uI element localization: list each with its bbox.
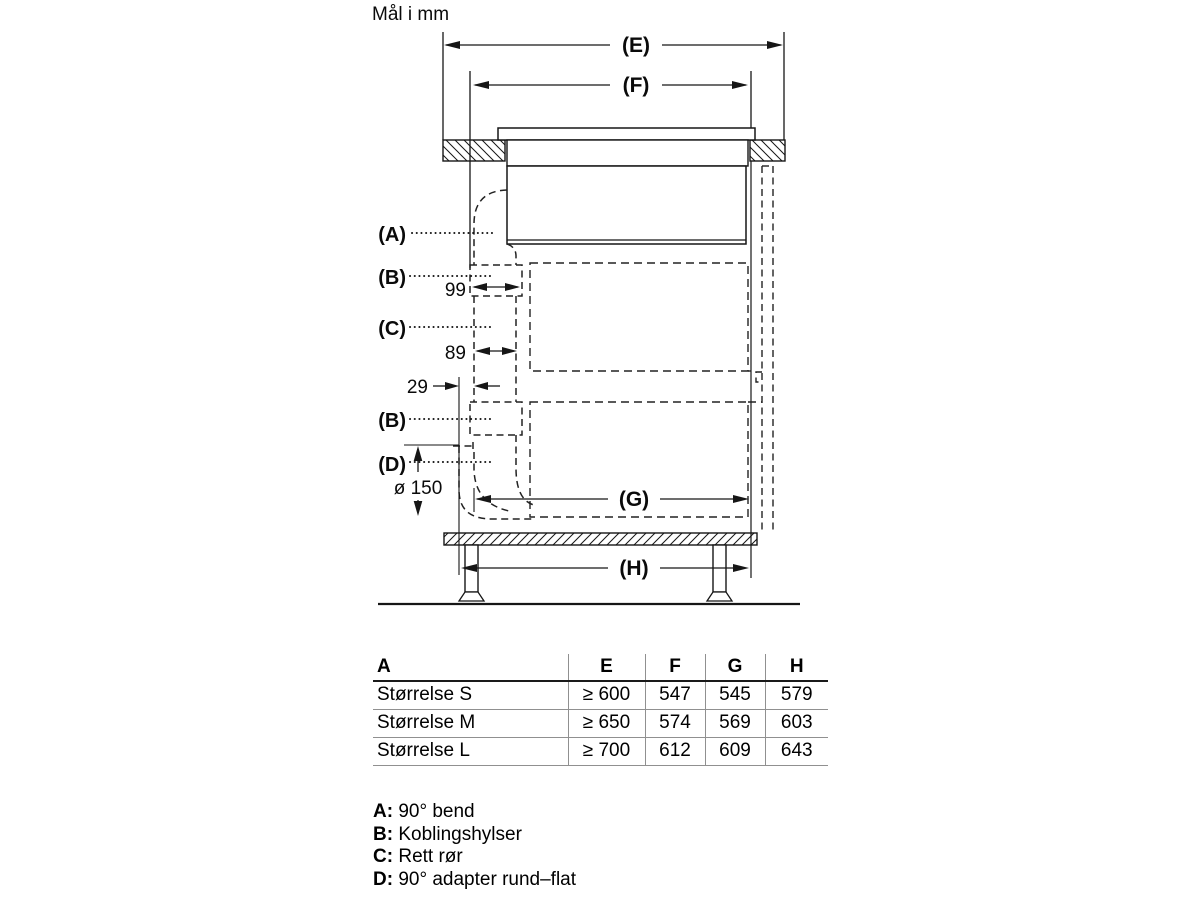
part-label-b-lower: (B) xyxy=(378,410,406,432)
legend-text: 90° bend xyxy=(398,801,475,822)
legend-text: 90° adapter rund–flat xyxy=(398,868,577,890)
arrowhead xyxy=(445,382,459,390)
bend-90-inner xyxy=(507,244,516,265)
dim-label-h: (H) xyxy=(619,557,649,580)
cell-value: 609 xyxy=(705,737,765,765)
arrowhead xyxy=(414,501,423,516)
header-cell-g: G xyxy=(705,654,765,681)
arrowhead xyxy=(502,347,517,355)
arrowhead xyxy=(733,564,749,572)
arrowhead xyxy=(444,41,460,49)
dim-29-value: 29 xyxy=(406,377,428,398)
cell-value: 545 xyxy=(705,681,765,709)
part-label-c: (C) xyxy=(378,318,406,340)
cell-value: 547 xyxy=(645,681,705,709)
dim-label-e: (E) xyxy=(622,34,650,57)
dim-99-value: 99 xyxy=(444,280,466,301)
cell-value: 612 xyxy=(645,737,705,765)
dim-label-g: (G) xyxy=(618,488,650,511)
adapter-outer xyxy=(459,446,532,519)
cell-value: ≥ 600 xyxy=(568,681,645,709)
arrowhead xyxy=(414,446,423,461)
legend-text: Koblingshylser xyxy=(398,823,522,845)
arrowhead xyxy=(472,283,487,291)
dim-89-value: 89 xyxy=(444,343,466,364)
header-cell-a: A xyxy=(373,654,568,681)
cell-value: 579 xyxy=(765,681,828,709)
legend-item-d xyxy=(373,869,576,892)
arrowhead xyxy=(767,41,783,49)
adapter-inner xyxy=(516,435,534,505)
cell-size-name: Størrelse S xyxy=(373,681,568,709)
legend-key: D: xyxy=(373,868,394,890)
cell-value: 603 xyxy=(765,709,828,737)
parts-legend xyxy=(373,801,576,891)
coupling-sleeve-lower xyxy=(470,402,522,435)
worktop-cutout-left xyxy=(443,140,505,161)
size-table xyxy=(373,654,828,766)
cell-value: 569 xyxy=(705,709,765,737)
table-header-row xyxy=(373,654,828,681)
table-row-size-s xyxy=(373,681,828,709)
foot-left xyxy=(459,592,484,601)
arrowhead xyxy=(473,81,489,89)
table-row-size-m xyxy=(373,709,828,737)
part-label-a: (A) xyxy=(378,224,406,246)
hob-frame-band xyxy=(507,140,748,166)
arrowhead xyxy=(474,382,488,390)
dim-150-value: ø 150 xyxy=(393,478,443,499)
arrowhead xyxy=(732,81,748,89)
header-cell-h: H xyxy=(765,654,828,681)
part-label-b-upper: (B) xyxy=(378,267,406,289)
cell-value: ≥ 700 xyxy=(568,737,645,765)
legend-item-b xyxy=(373,824,576,847)
header-cell-f: F xyxy=(645,654,705,681)
worktop-cutout-right xyxy=(750,140,785,161)
header-cell-e: E xyxy=(568,654,645,681)
cell-size-name: Størrelse M xyxy=(373,709,568,737)
arrowhead xyxy=(505,283,520,291)
cell-value: 574 xyxy=(645,709,705,737)
legend-key: C: xyxy=(373,846,394,868)
downdraft-unit-body xyxy=(507,166,746,244)
table-row-size-l xyxy=(373,737,828,765)
legend-key: A: xyxy=(373,801,394,822)
dim-label-f: (F) xyxy=(622,74,650,97)
part-label-d: (D) xyxy=(378,454,406,476)
legend-text: Rett rør xyxy=(398,846,463,868)
legend-key: B: xyxy=(373,823,394,845)
cell-value: 643 xyxy=(765,737,828,765)
hob-glass-plate xyxy=(498,128,755,140)
cell-size-name: Størrelse L xyxy=(373,737,568,765)
cell-value: ≥ 650 xyxy=(568,709,645,737)
legend-item-c xyxy=(373,846,576,869)
bend-90-outer xyxy=(474,190,507,265)
plenum-boxes-dashed xyxy=(530,263,762,517)
adapter-mid xyxy=(474,452,509,511)
diagram-title: Mål i mm xyxy=(372,4,450,25)
foot-right xyxy=(707,592,732,601)
legend-item-a xyxy=(373,801,576,824)
rear-duct-dashed xyxy=(756,166,773,532)
arrowhead xyxy=(475,347,490,355)
arrowhead xyxy=(733,495,749,503)
coupling-sleeve-upper xyxy=(470,265,522,296)
base-shelf xyxy=(444,533,757,545)
